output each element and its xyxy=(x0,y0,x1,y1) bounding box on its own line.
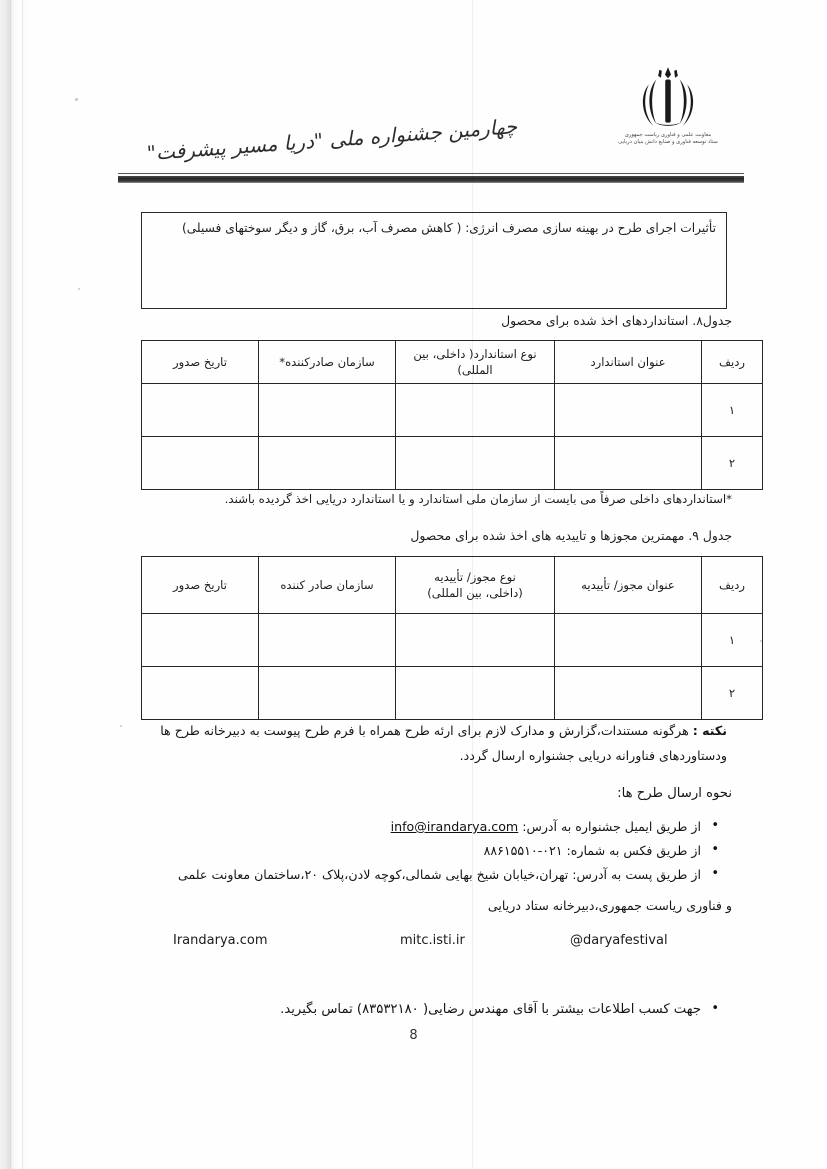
permit-type-line-2: (داخلی، بین المللی) xyxy=(427,586,523,600)
website-link[interactable]: Irandarya.com xyxy=(173,933,268,948)
festival-title: چهارمین جشنواره ملی "دریا مسیر پیشرفت" xyxy=(145,114,518,166)
festival-email-link[interactable]: info@irandarya.com xyxy=(390,819,519,834)
cell-radif: ۱ xyxy=(702,384,763,437)
document-header xyxy=(118,62,743,172)
column-header-radif: ردیف xyxy=(702,341,763,384)
permit-type-line-1: نوع مجوز/ تأییدیه xyxy=(434,570,516,584)
column-header-permit-title: عنوان مجوز/ تأییدیه xyxy=(555,557,702,614)
emblem-caption-line-2: ستاد توسعه فناوری و صنایع دانش بنیان دریایی xyxy=(618,139,718,145)
list-item-contact: • جهت کسب اطلاعات بیشتر با آقای مهندس رضایی( ۸۳۵۳۲۱۸۰) تماس بگیرید. xyxy=(141,998,701,1022)
list-item-post xyxy=(141,863,701,886)
table-row xyxy=(142,384,763,437)
note-paragraph xyxy=(141,718,727,768)
cell-permit-type[interactable] xyxy=(396,614,555,667)
submission-heading: نحوه ارسال طرح ها: xyxy=(617,786,732,801)
header-divider-rule xyxy=(118,176,744,183)
cell-permit-title[interactable] xyxy=(555,614,702,667)
cell-standard-title[interactable] xyxy=(555,437,702,490)
list-item-email xyxy=(141,815,701,838)
cell-standard-type[interactable] xyxy=(396,384,555,437)
cell-radif: ۲ xyxy=(702,667,763,720)
column-header-issuing-organization: سازمان صادرکننده* xyxy=(259,341,396,384)
table-row xyxy=(142,667,763,720)
cell-standard-type[interactable] xyxy=(396,437,555,490)
standards-table xyxy=(141,340,763,490)
submission-fax-label: از طریق فکس به شماره: ۰۲۱-۸۸۶۱۵۵۱۰ xyxy=(483,843,701,858)
column-header-issue-date: تاریخ صدور xyxy=(142,557,259,614)
submission-bullet-list xyxy=(141,815,723,887)
cell-issue-date[interactable] xyxy=(142,667,259,720)
table-header-row xyxy=(142,557,763,614)
submission-post-label: از طریق پست به آدرس: تهران،خیابان شیخ بهایی شمالی،کوچه لادن،پلاک ۲۰،ساختمان معاونت علمی xyxy=(177,867,701,882)
submission-email-label: از طریق ایمیل جشنواره به آدرس: xyxy=(522,819,701,834)
energy-impact-box xyxy=(141,212,727,309)
submission-address-line-2: و فناوری ریاست جمهوری،دبیرخانه ستاد دریایی xyxy=(487,898,732,913)
table-8-caption: جدول۸. استانداردهای اخذ شده برای محصول xyxy=(501,313,732,328)
cell-issue-date[interactable] xyxy=(142,384,259,437)
emblem-caption-line-1: معاونت علمی و فناوری ریاست جمهوری xyxy=(624,132,712,138)
cell-permit-title[interactable] xyxy=(555,667,702,720)
cell-issuing-organization[interactable] xyxy=(259,614,396,667)
energy-impact-label: تأثیرات اجرای طرح در بهینه سازی مصرف انرژی: ( کاهش مصرف آب، برق، گاز و دیگر سوختهای فسیلی) xyxy=(182,221,716,235)
list-item-fax xyxy=(141,839,701,862)
page-number: 8 xyxy=(409,1028,418,1043)
cell-issuing-organization[interactable] xyxy=(259,437,396,490)
column-header-issue-date: تاریخ صدور xyxy=(142,341,259,384)
note-text: هرگونه مستندات،گزارش و مدارک لازم برای ارئه طرح همراه با فرم طرح پیوست به دبیرخانه طرح ها ودستاوردهای فناورانه دریایی جشنواره ارسال گردد. xyxy=(160,723,727,763)
cell-permit-type[interactable] xyxy=(396,667,555,720)
cell-issue-date[interactable] xyxy=(142,437,259,490)
iran-emblem-icon xyxy=(637,66,699,130)
cell-issuing-organization[interactable] xyxy=(259,667,396,720)
column-header-standard-type: نوع استاندارد( داخلی، بین المللی) xyxy=(396,341,555,384)
column-header-standard-title: عنوان استاندارد xyxy=(555,341,702,384)
table-header-row xyxy=(142,341,763,384)
portal-link[interactable]: mitc.isti.ir xyxy=(400,933,465,948)
table-8-footnote: *استانداردهای داخلی صرفاً می بایست از سازمان ملی استاندارد و یا استاندارد دریایی اخذ گردیده باشند. xyxy=(224,492,732,506)
cell-radif: ۲ xyxy=(702,437,763,490)
permits-table xyxy=(141,556,763,720)
cell-radif: ۱ xyxy=(702,614,763,667)
table-row xyxy=(142,614,763,667)
organization-emblem-block xyxy=(593,62,743,146)
cell-issue-date[interactable] xyxy=(142,614,259,667)
note-label: نکته : xyxy=(692,723,727,738)
cell-issuing-organization[interactable] xyxy=(259,384,396,437)
table-9-caption: جدول ۹. مهمترین مجوزها و تاییدیه های اخذ شده برای محصول xyxy=(410,528,732,543)
social-handle-link[interactable]: @daryafestival xyxy=(570,933,668,948)
contact-bullet-list xyxy=(141,998,723,1022)
table-row xyxy=(142,437,763,490)
column-header-issuing-organization: سازمان صادر کننده xyxy=(259,557,396,614)
cell-standard-title[interactable] xyxy=(555,384,702,437)
column-header-permit-type xyxy=(396,557,555,614)
festival-links-row xyxy=(155,933,695,957)
column-header-radif: ردیف xyxy=(702,557,763,614)
